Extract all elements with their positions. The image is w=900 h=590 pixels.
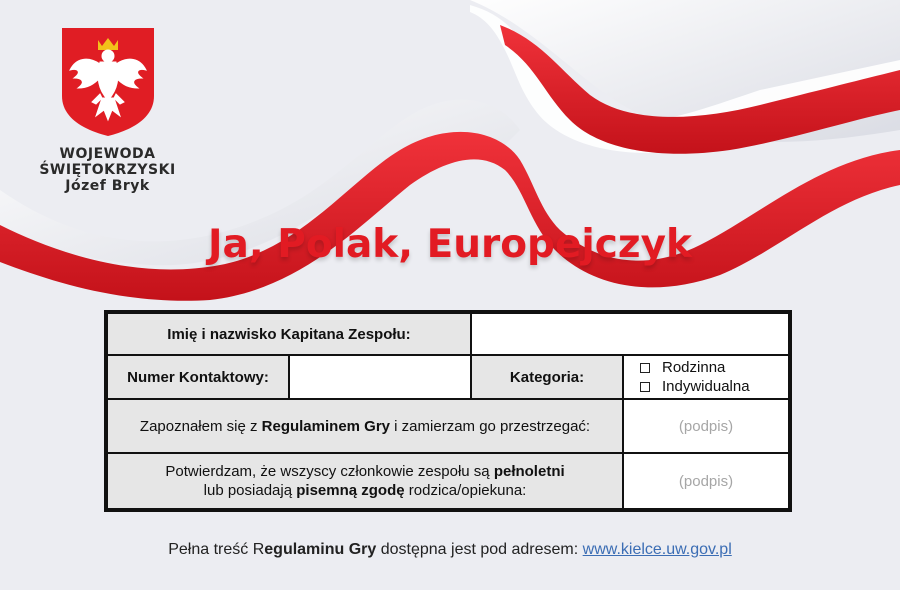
- checkbox-icon[interactable]: [640, 363, 650, 373]
- adult-text-line2: lub posiadają: [203, 482, 297, 499]
- adult-text-line1: Potwierdzam, że wszyscy członkowie zespołu są: [165, 463, 494, 480]
- issuer-person: Józef Bryk: [65, 178, 150, 194]
- footer-note: [0, 541, 900, 559]
- adult-confirmation-text: [106, 452, 624, 510]
- rules-text-start: Zapoznałem się z: [139, 417, 262, 435]
- adult-signature-field[interactable]: (podpis): [622, 452, 790, 510]
- rules-text-end: i zamierzam go przestrzegać:: [390, 417, 591, 435]
- category-option-individual-label: Indywidualna: [662, 378, 750, 395]
- phone-field[interactable]: [288, 354, 472, 400]
- rules-link[interactable]: www.kielce.uw.gov.pl: [582, 541, 732, 558]
- category-options: [622, 354, 790, 400]
- category-option-family-label: Rodzinna: [662, 359, 726, 376]
- issuer-block: [30, 146, 185, 194]
- footer-text-bold: egulaminu Gry: [264, 541, 377, 558]
- page-title: Ja, Polak, Europejczyk: [208, 222, 692, 267]
- captain-name-label: Imię i nazwisko Kapitana Zespołu:: [106, 312, 472, 356]
- adult-text-line2-end: rodzica/opiekuna:: [404, 482, 527, 499]
- coat-of-arms-emblem: [60, 26, 156, 138]
- rules-acceptance-text: [106, 398, 624, 454]
- category-label: Kategoria:: [470, 354, 624, 400]
- phone-label: Numer Kontaktowy:: [106, 354, 290, 400]
- rules-text-bold: Regulaminem Gry: [261, 417, 391, 435]
- footer-text-end: dostępna jest pod adresem:: [376, 541, 583, 558]
- registration-form: [104, 310, 792, 512]
- adult-text-line1-bold: pełnoletni: [493, 463, 565, 480]
- issuer-title: WOJEWODA: [59, 146, 156, 162]
- checkbox-icon[interactable]: [640, 382, 650, 392]
- footer-text-start: Pełna treść R: [168, 541, 265, 558]
- rules-signature-field[interactable]: (podpis): [622, 398, 790, 454]
- captain-name-field[interactable]: [470, 312, 790, 356]
- category-option-family[interactable]: [640, 358, 725, 377]
- adult-text-line2-bold: pisemną zgodę: [296, 482, 405, 499]
- issuer-region: ŚWIĘTOKRZYSKI: [39, 162, 176, 178]
- category-option-individual[interactable]: [640, 377, 750, 396]
